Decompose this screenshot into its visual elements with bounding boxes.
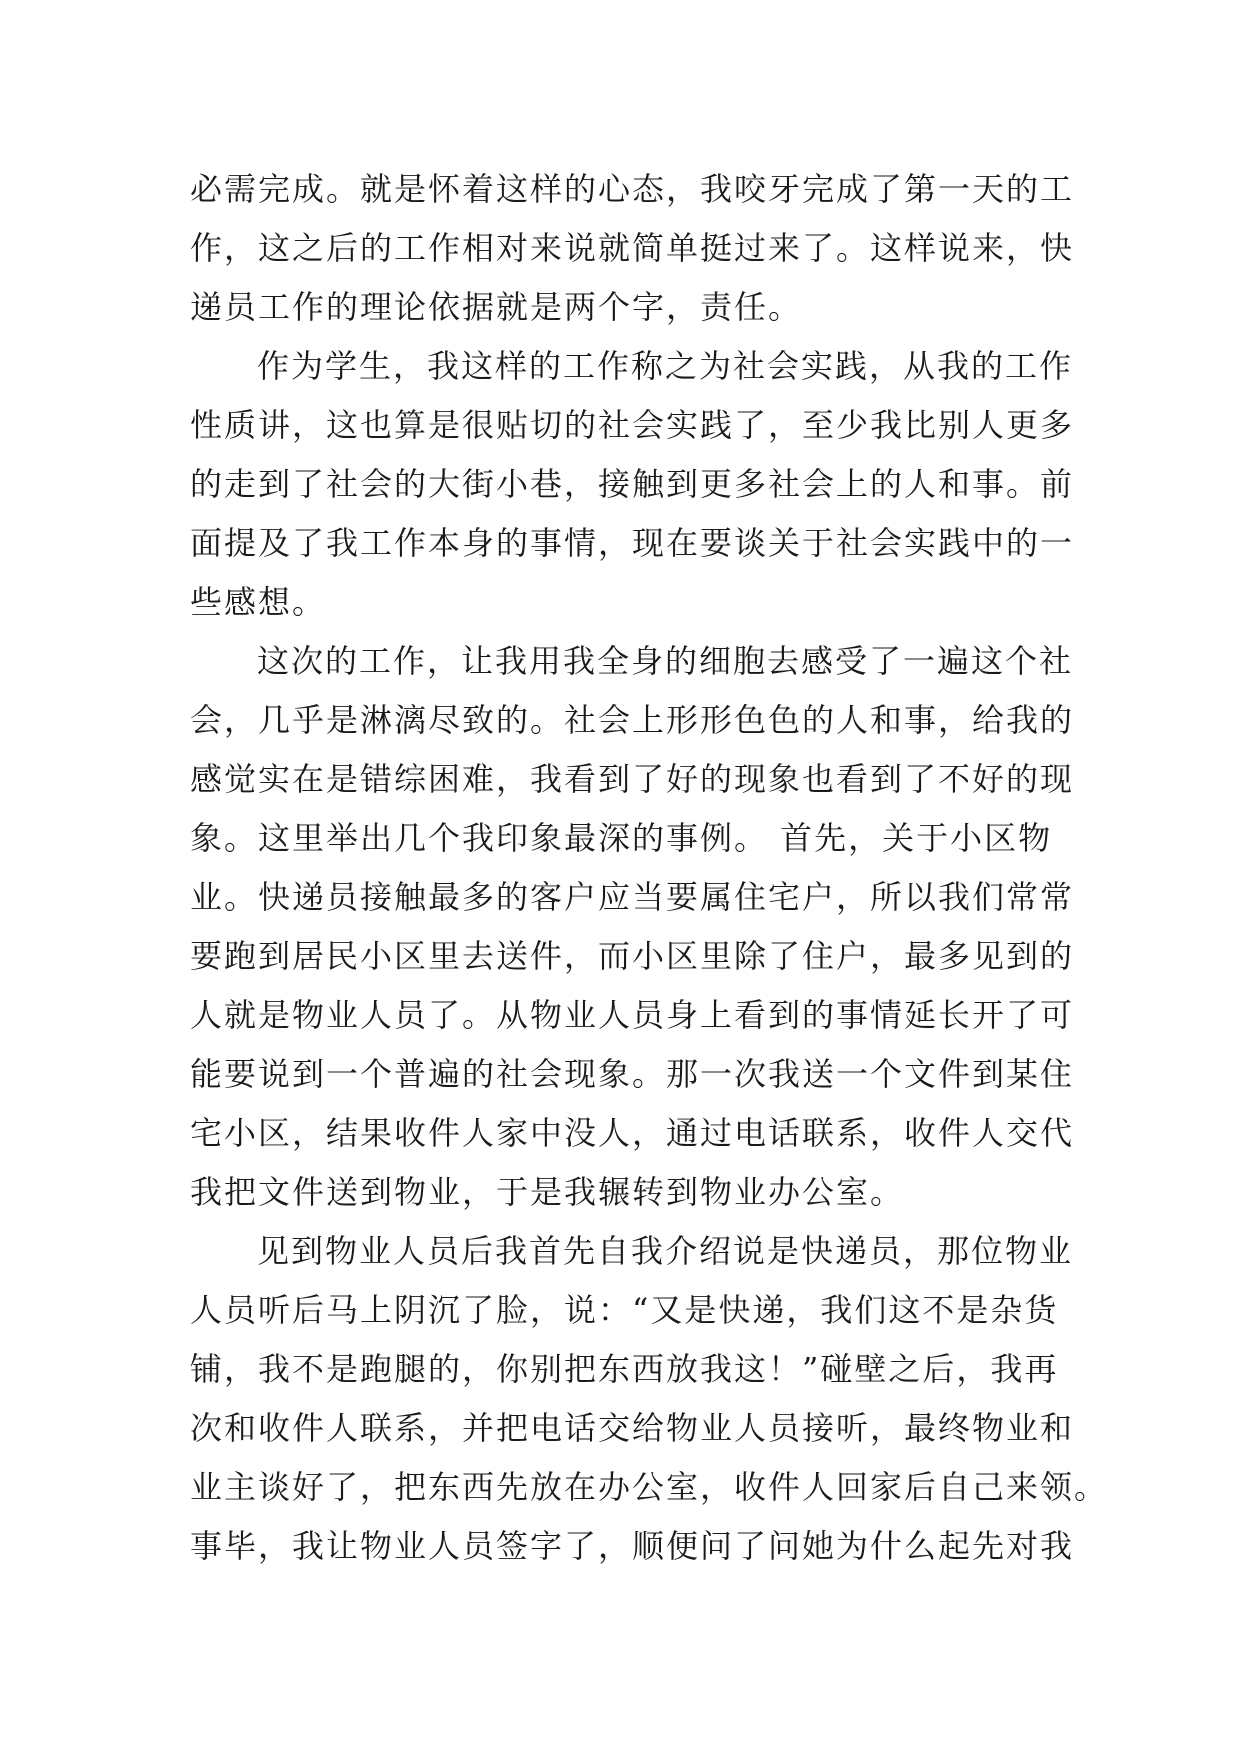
text-line: 人员听后马上阴沉了脸，说：“又是快递，我们这不是杂货 [190, 1291, 1059, 1329]
text-line: 能要说到一个普遍的社会现象。那一次我送一个文件到某住 [190, 1055, 1075, 1093]
text-line: 次和收件人联系，并把电话交给物业人员接听，最终物业和 [190, 1409, 1075, 1447]
text-line: 面提及了我工作本身的事情，现在要谈关于社会实践中的一 [190, 524, 1075, 562]
paragraph-1 [190, 160, 1075, 337]
text-line: 性质讲，这也算是很贴切的社会实践了，至少我比别人更多 [190, 406, 1075, 444]
text-line: 事毕，我让物业人员签字了，顺便问了问她为什么起先对我 [190, 1527, 1075, 1565]
text-line: 这次的工作，让我用我全身的细胞去感受了一遍这个社 [257, 642, 1074, 680]
text-line: 要跑到居民小区里去送件，而小区里除了住户，最多见到的 [190, 937, 1075, 975]
text-line: 见到物业人员后我首先自我介绍说是快递员，那位物业 [257, 1232, 1074, 1270]
text-line: 业主谈好了，把东西先放在办公室，收件人回家后自己来领。 [190, 1468, 1109, 1506]
text-line: 作，这之后的工作相对来说就简单挺过来了。这样说来，快 [190, 229, 1075, 267]
text-line: 必需完成。就是怀着这样的心态，我咬牙完成了第一天的工 [190, 170, 1075, 208]
text-line: 递员工作的理论依据就是两个字，责任。 [190, 288, 803, 326]
text-line: 宅小区，结果收件人家中没人，通过电话联系，收件人交代 [190, 1114, 1075, 1152]
text-line: 业。快递员接触最多的客户应当要属住宅户，所以我们常常 [190, 878, 1075, 916]
text-line: 人就是物业人员了。从物业人员身上看到的事情延长开了可 [190, 996, 1075, 1034]
text-line: 感觉实在是错综困难，我看到了好的现象也看到了不好的现 [190, 760, 1075, 798]
paragraph-2 [190, 337, 1075, 632]
text-line: 我把文件送到物业，于是我辗转到物业办公室。 [190, 1173, 905, 1211]
text-line: 象。这里举出几个我印象最深的事例。 首先，关于小区物 [190, 819, 1053, 857]
text-line: 铺，我不是跑腿的，你别把东西放我这！”碰壁之后，我再 [190, 1350, 1059, 1388]
text-line: 的走到了社会的大街小巷，接触到更多社会上的人和事。前 [190, 465, 1075, 503]
text-line: 作为学生，我这样的工作称之为社会实践，从我的工作 [257, 347, 1074, 385]
text-line: 会，几乎是淋漓尽致的。社会上形形色色的人和事，给我的 [190, 701, 1075, 739]
text-line: 些感想。 [190, 583, 327, 621]
paragraph-4 [190, 1222, 1109, 1576]
paragraph-3 [190, 632, 1075, 1222]
document-body [190, 160, 1109, 1576]
